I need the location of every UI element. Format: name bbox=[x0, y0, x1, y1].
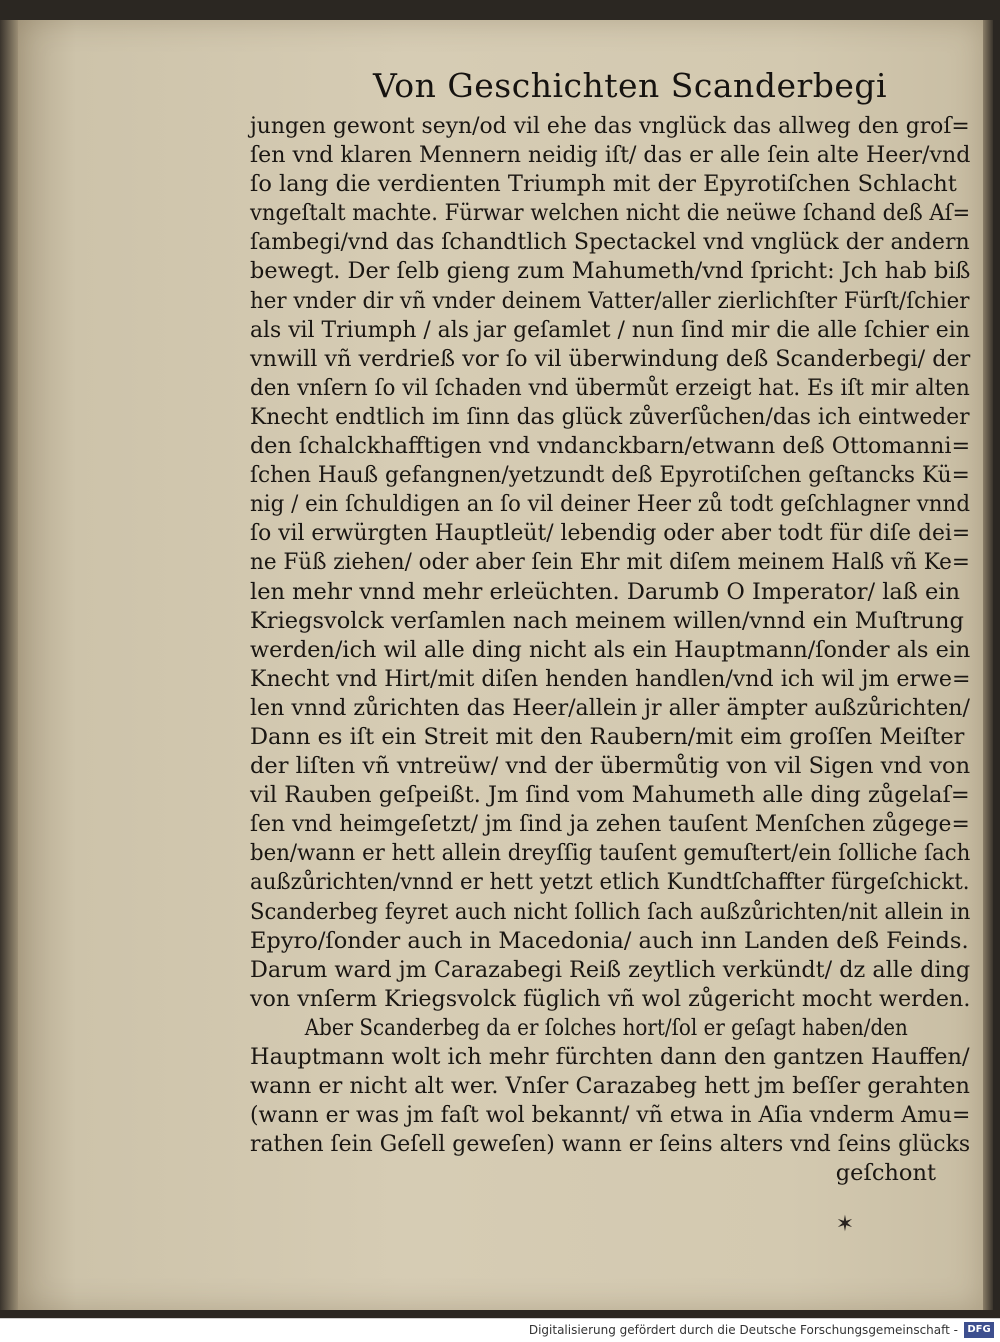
text-line: ſen vnd heimgeſetzt/ jm ſind ja zehen tauſent Menſchen zůgege= bbox=[250, 811, 970, 838]
page-gutter-left bbox=[0, 20, 18, 1310]
text-line: werden/ich wil alle ding nicht als ein Hauptmann/ſonder als ein bbox=[250, 636, 971, 663]
text-line: Hauptmann wolt ich mehr fürchten dann den gantzen Hauffen/ bbox=[250, 1044, 970, 1070]
text-line: Epyro/ſonder auch in Macedonia/ auch inn Landen deß Feinds. bbox=[250, 927, 969, 954]
text-line: Dann es iſt ein Streit mit den Raubern/mit eim groſſen Meiſter bbox=[250, 723, 965, 750]
text-line: (wann er was jm faſt wol bekannt/ vñ etwa in Aſia vnderm Amu= bbox=[250, 1102, 971, 1129]
text-line: vngeſtalt machte. Fürwar welchen nicht die neüwe ſchand deß Aſ= bbox=[250, 200, 971, 227]
text-line: Scanderbeg feyret auch nicht ſollich ſach außzůrichten/nit allein in bbox=[250, 898, 971, 925]
text-line: her vnder dir vñ vnder deinem Vatter/aller zierlichſter Fürſt/ſchier bbox=[250, 287, 970, 314]
text-line: ſo lang die verdienten Triumph mit der Epyrotiſchen Schlacht bbox=[250, 171, 957, 198]
text-line: ſen vnd klaren Mennern neidig iſt/ das er alle ſein alte Heer/vnd bbox=[250, 142, 971, 169]
text-line: den vnſern ſo vil ſchaden vnd übermůt erzeigt hat. Es iſt mir alten bbox=[250, 374, 970, 401]
printer-ornament-icon: ✶ bbox=[835, 1212, 855, 1237]
text-line: bewegt. Der ſelb gieng zum Mahumeth/vnd ſpricht: Jch hab biß bbox=[250, 258, 971, 285]
text-line: Knecht vnd Hirt/mit diſen henden handlen/vnd ich wil jm erwe= bbox=[250, 665, 971, 692]
text-line: ben/wann er hett allein dreyſſig tauſent gemuſtert/ein ſolliche ſach bbox=[250, 840, 971, 867]
text-line: vnwill vñ verdrieß vor ſo vil überwindung deß Scanderbegi/ der bbox=[250, 345, 971, 372]
dfg-logo-icon: DFG bbox=[964, 1322, 994, 1338]
running-head: Von Geschichten Scanderbegi bbox=[373, 66, 888, 105]
text-line: vil Rauben geſpeißt. Jm ſind vom Mahumeth alle ding zůgelaſ= bbox=[250, 782, 970, 809]
text-line: len mehr vnnd mehr erleüchten. Darumb O Imperator/ laß ein bbox=[250, 578, 960, 605]
text-line: ſchen Hauß gefangnen/yetzundt deß Epyrotiſchen geſtancks Kü= bbox=[250, 462, 970, 489]
text-line-paragraph-start: Aber Scanderbeg da er ſolches hort/ſol er geſagt haben/den bbox=[304, 1014, 908, 1041]
text-line: nig / ein ſchuldigen an ſo vil deiner Heer zů todt geſchlagner vnnd bbox=[250, 491, 970, 518]
text-line: ſo vil erwürgten Hauptleüt/ lebendig oder aber todt für diſe dei= bbox=[250, 520, 971, 547]
text-line: ne Füß ziehen/ oder aber ſein Ehr mit diſem meinem Halß vñ Ke= bbox=[250, 549, 970, 576]
footer-credit: Digitalisierung gefördert durch die Deutsche Forschungsgemeinschaft - bbox=[528, 1323, 958, 1337]
text-line: Knecht endtlich im ſinn das glück zůverſůchen/das ich eintweder bbox=[250, 403, 970, 430]
footer-bar bbox=[0, 1318, 1000, 1342]
body-text bbox=[250, 112, 970, 1188]
text-line: der liſten vñ vntreüw/ vnd der übermůtig von vil Sigen vnd von bbox=[250, 753, 971, 780]
text-line: als vil Triumph / als jar geſamlet / nun ſind mir die alle ſchier ein bbox=[250, 316, 970, 343]
text-line: von vnſerm Kriegsvolck füglich vñ wol zůgericht mocht werden. bbox=[250, 985, 971, 1012]
text-line: außzůrichten/vnnd er hett yetzt etlich Kundtſchaffter fürgeſchickt. bbox=[250, 869, 970, 896]
text-line: ſambegi/vnd das ſchandtlich Spectackel vnd vnglück der andern bbox=[250, 229, 970, 256]
text-line: len vnnd zůrichten das Heer/allein jr aller ämpter außzůrichten/ bbox=[250, 694, 970, 721]
text-line: den ſchalckhafftigen vnd vndanckbarn/etwann deß Ottomanni= bbox=[250, 433, 971, 460]
page-edge-right bbox=[983, 20, 993, 1310]
text-line: wann er nicht alt wer. Vnſer Carazabeg hett jm beſſer gerahten bbox=[250, 1073, 970, 1100]
text-line: rathen ſein Geſell geweſen) wann er ſeins alters vnd ſeins glücks bbox=[250, 1131, 971, 1158]
text-line: Darum ward jm Carazabegi Reiß zeytlich verkündt/ dz alle ding bbox=[250, 956, 971, 983]
text-line: jungen gewont seyn/od vil ehe das vnglück das allweg den groſ= bbox=[250, 113, 970, 139]
catchword: geſchont bbox=[835, 1160, 936, 1187]
text-line: Kriegsvolck verſamlen nach meinem willen/vnnd ein Muſtrung bbox=[250, 607, 964, 634]
